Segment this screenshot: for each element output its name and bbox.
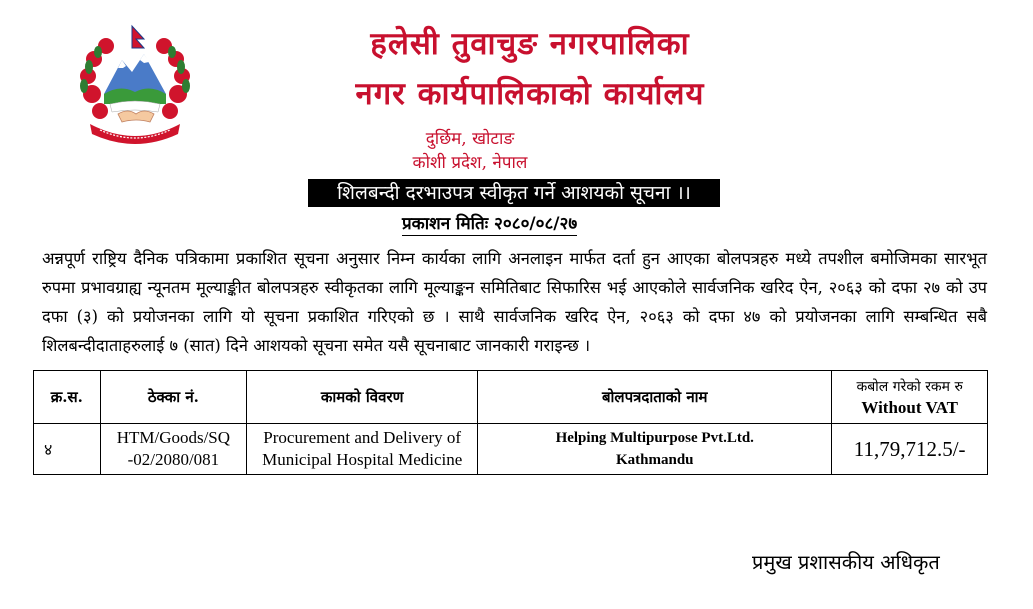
cell-description xyxy=(247,424,478,475)
municipality-name: हलेसी तुवाचुङ नगरपालिका xyxy=(370,26,690,62)
contract-no-line-1: HTM/Goods/SQ xyxy=(116,428,231,447)
description-line-1: Procurement and Delivery of xyxy=(263,428,462,447)
cell-contract-no xyxy=(100,424,247,475)
header-sn: क्र.स. xyxy=(34,371,101,424)
bidder-line-1: Helping Multipurpose Pvt.Ltd. xyxy=(555,430,754,446)
nepal-government-emblem-icon xyxy=(70,24,200,149)
publication-date: प्रकाशन मितिः २०८०/०८/२७ xyxy=(402,214,578,234)
description-line-2: Municipal Hospital Medicine xyxy=(262,450,463,469)
address-line-2: कोशी प्रदेश, नेपाल xyxy=(412,153,528,173)
header-bidder: बोलपत्रदाताको नाम xyxy=(478,371,832,424)
notice-title-banner: शिलबन्दी दरभाउपत्र स्वीकृत गर्ने आशयको सूचना ।। xyxy=(308,179,720,207)
signatory-title: प्रमुख प्रशासकीय अधिकृत xyxy=(752,550,940,574)
bidder-line-2: Kathmandu xyxy=(615,452,694,468)
award-table xyxy=(33,370,988,475)
table-header-row xyxy=(34,371,988,424)
cell-bidder xyxy=(478,424,832,475)
header-contract-no: ठेक्का नं. xyxy=(100,371,247,424)
table-row xyxy=(34,424,988,475)
notice-body: अन्नपूर्ण राष्ट्रिय दैनिक पत्रिकामा प्रकाशित सूचना अनुसार निम्न कार्यका लागि अनलाइन मार्फत दर्ता हुन आएका बोलपत्रहरु मध्ये तपशील बमोजिमका सारभूत रुपमा प्रभावग्राह्य न्यूनतम मूल्याङ्कीत बोलपत्रहरु स्वीकृतका लागि मूल्याङ्कन समितिबाट सिफारिस भई आएकोले सार्वजनिक खरिद ऐन, २०६३ को दफा २७ को उप दफा (३) को प्रयोजनका लागि यो सूचना प्रकाशित गरिएको छ । साथै सार्वजनिक खरिद ऐन, २०६३ को दफा ४७ को प्रयोजनका लागि सम्बन्धित सबै शिलबन्दीदाताहरुलाई ७ (सात) दिने आशयको सूचना समेत यसै सूचनाबाट जानकारी गराइन्छ । xyxy=(42,249,987,355)
header-description: कामको विवरण xyxy=(247,371,478,424)
cell-sn: ४ xyxy=(34,424,101,475)
header-amount-vat-note: Without VAT xyxy=(861,398,958,417)
office-name: नगर कार्यपालिकाको कार्यालय xyxy=(355,76,705,112)
header-amount xyxy=(832,371,988,424)
cell-amount: 11,79,712.5/- xyxy=(832,424,988,475)
header-amount-label: कबोल गरेको रकम रु xyxy=(856,379,963,395)
contract-no-line-2: -02/2080/081 xyxy=(127,450,220,469)
address-line-1: दुर्छिम, खोटाङ xyxy=(425,129,515,149)
